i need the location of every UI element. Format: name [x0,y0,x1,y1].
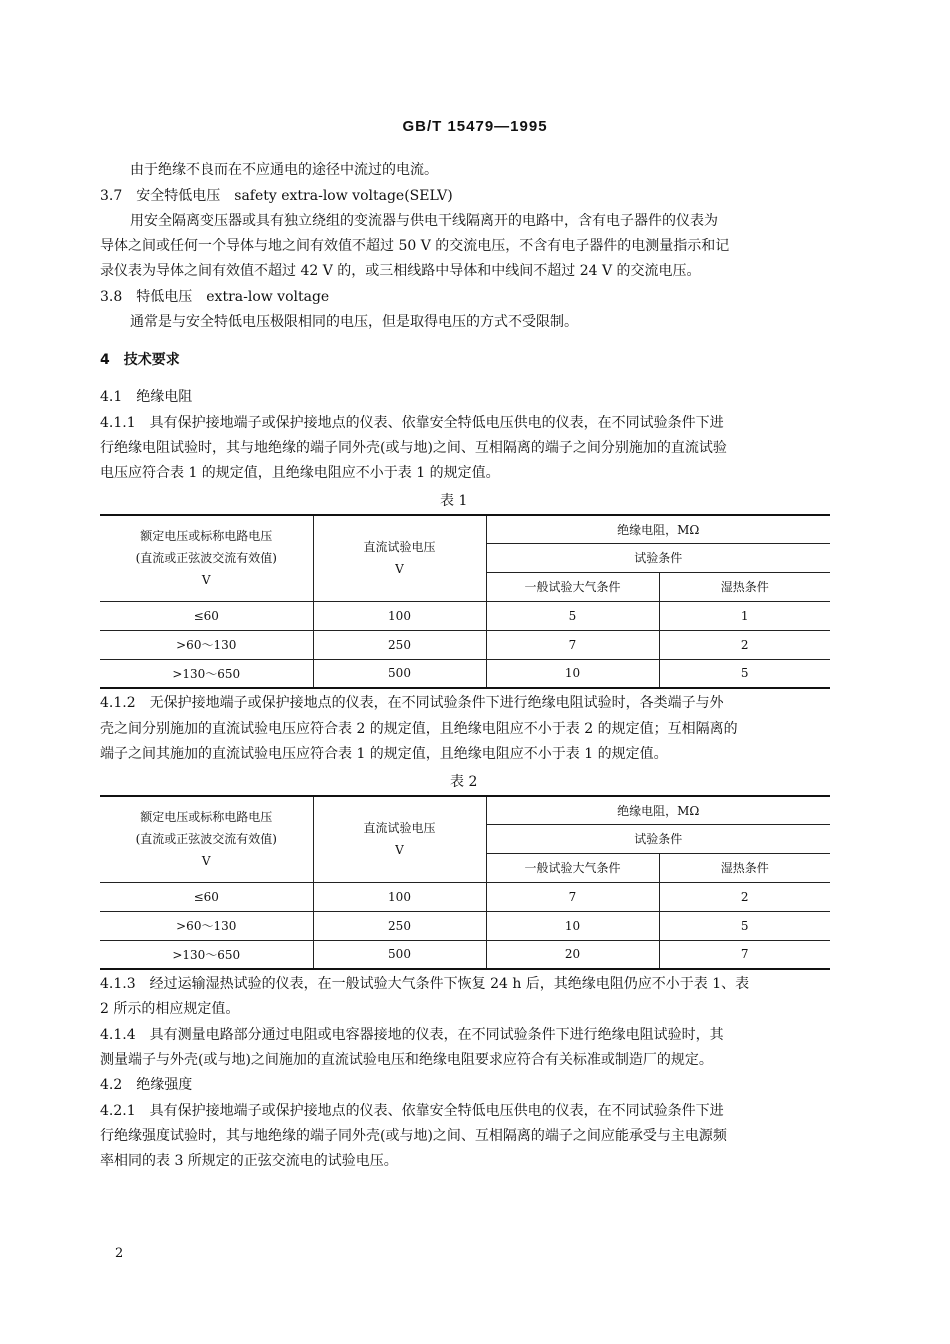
table-row [100,601,830,630]
body-line: 4.1.3 经过运输湿热试验的仪表，在一般试验大气条件下恢复 24 h 后，其绝缘电阻仍应不小于表 1、表 [100,976,750,992]
table-cell: 1 [659,601,830,630]
table-cell: 250 [313,630,486,659]
table-cell: 500 [313,940,486,969]
body-line: 导体之间或任何一个导体与地之间有效值不超过 50 V 的交流电压，不含有电子器件的电测量指示和记 [100,238,730,254]
body-line: 端子之间其施加的直流试验电压应符合表 1 的规定值，且绝缘电阻应不小于表 1 的规定值。 [100,746,668,762]
table-cell: 20 [486,940,659,969]
table-cell: 2 [659,630,830,659]
table-cell: 500 [313,659,486,688]
body-line: 4.2.1 具有保护接地端子或保护接地点的仪表、依靠安全特低电压供电的仪表，在不同试验条件下进 [100,1103,724,1119]
table1-header-voltage: 额定电压或标称电路电压 (直流或正弦波交流有效值) V [100,515,313,601]
body-line: 4.1.4 具有测量电路部分通过电阻或电容器接地的仪表，在不同试验条件下进行绝缘电阻试验时，其 [100,1027,724,1043]
table-cell: 5 [659,659,830,688]
table1-header-normal: 一般试验大气条件 [486,572,659,601]
table-cell: >60～130 [100,630,313,659]
table-cell: 7 [659,940,830,969]
table2-header-resistance: 绝缘电阻，MΩ [486,796,830,824]
table-cell: 250 [313,911,486,940]
table-cell: 10 [486,911,659,940]
body-line: 2 所示的相应规定值。 [100,1001,240,1017]
table-cell: 7 [486,882,659,911]
table-cell: >130～650 [100,659,313,688]
section-3-8-title: 3.8 特低电压 extra-low voltage [100,289,330,305]
table-cell: ≤60 [100,882,313,911]
table2-header-conditions: 试验条件 [486,824,830,853]
table-2 [100,795,830,970]
table-row [100,940,830,969]
table1-header-resistance: 绝缘电阻，MΩ [486,515,830,543]
table-cell: 10 [486,659,659,688]
body-line: 测量端子与外壳(或与地)之间施加的直流试验电压和绝缘电阻要求应符合有关标准或制造厂的规定。 [100,1052,713,1068]
section-4-heading: 4 技术要求 [100,352,180,368]
section-4-2-title: 4.2 绝缘强度 [100,1077,193,1093]
body-line: 行绝缘强度试验时，其与地绝缘的端子同外壳(或与地)之间、互相隔离的端子之间应能承受与主电源频 [100,1128,727,1144]
body-line: 率相同的表 3 所规定的正弦交流电的试验电压。 [100,1153,398,1169]
body-line: 通常是与安全特低电压极限相同的电压，但是取得电压的方式不受限制。 [130,314,578,330]
table1-header-conditions: 试验条件 [486,543,830,572]
body-line: 4.1.2 无保护接地端子或保护接地点的仪表，在不同试验条件下进行绝缘电阻试验时，各类端子与外 [100,695,724,711]
body-line: 电压应符合表 1 的规定值，且绝缘电阻应不小于表 1 的规定值。 [100,465,500,481]
body-line: 4.1.1 具有保护接地端子或保护接地点的仪表、依靠安全特低电压供电的仪表，在不同试验条件下进 [100,415,724,431]
table-cell: 2 [659,882,830,911]
table-row [100,911,830,940]
table-row [100,630,830,659]
table1-caption: 表 1 [440,493,468,509]
body-line: 由于绝缘不良而在不应通电的途径中流过的电流。 [130,162,438,178]
table-1 [100,514,830,689]
body-line: 壳之间分别施加的直流试验电压应符合表 2 的规定值，且绝缘电阻应不小于表 2 的规定值；互相隔离的 [100,721,738,737]
table-cell: 100 [313,882,486,911]
table-cell: 5 [486,601,659,630]
section-4-1-title: 4.1 绝缘电阻 [100,389,193,405]
table1-header-humid: 湿热条件 [659,572,830,601]
section-3-7-title: 3.7 安全特低电压 safety extra-low voltage(SELV) [100,188,453,204]
table2-header-humid: 湿热条件 [659,853,830,882]
table-cell: 5 [659,911,830,940]
table1-header-test-voltage: 直流试验电压 V [313,515,486,601]
table-cell: 100 [313,601,486,630]
page-number: 2 [115,1246,124,1261]
document-header: GB/T 15479—1995 [402,118,548,135]
body-line: 用安全隔离变压器或具有独立绕组的变流器与供电干线隔离开的电路中，含有电子器件的仪表为 [130,213,718,229]
body-line: 行绝缘电阻试验时，其与地绝缘的端子同外壳(或与地)之间、互相隔离的端子之间分别施加的直流试验 [100,440,727,456]
table-cell: >130～650 [100,940,313,969]
table2-caption: 表 2 [450,774,478,790]
table-cell: >60～130 [100,911,313,940]
table-cell: 7 [486,630,659,659]
table2-header-test-voltage: 直流试验电压 V [313,796,486,882]
body-line: 录仪表为导体之间有效值不超过 42 V 的，或三相线路中导体和中线间不超过 24 V 的交流电压。 [100,263,701,279]
table-cell: ≤60 [100,601,313,630]
table-row [100,659,830,688]
table2-header-voltage: 额定电压或标称电路电压 (直流或正弦波交流有效值) V [100,796,313,882]
table-row [100,882,830,911]
table2-header-normal: 一般试验大气条件 [486,853,659,882]
